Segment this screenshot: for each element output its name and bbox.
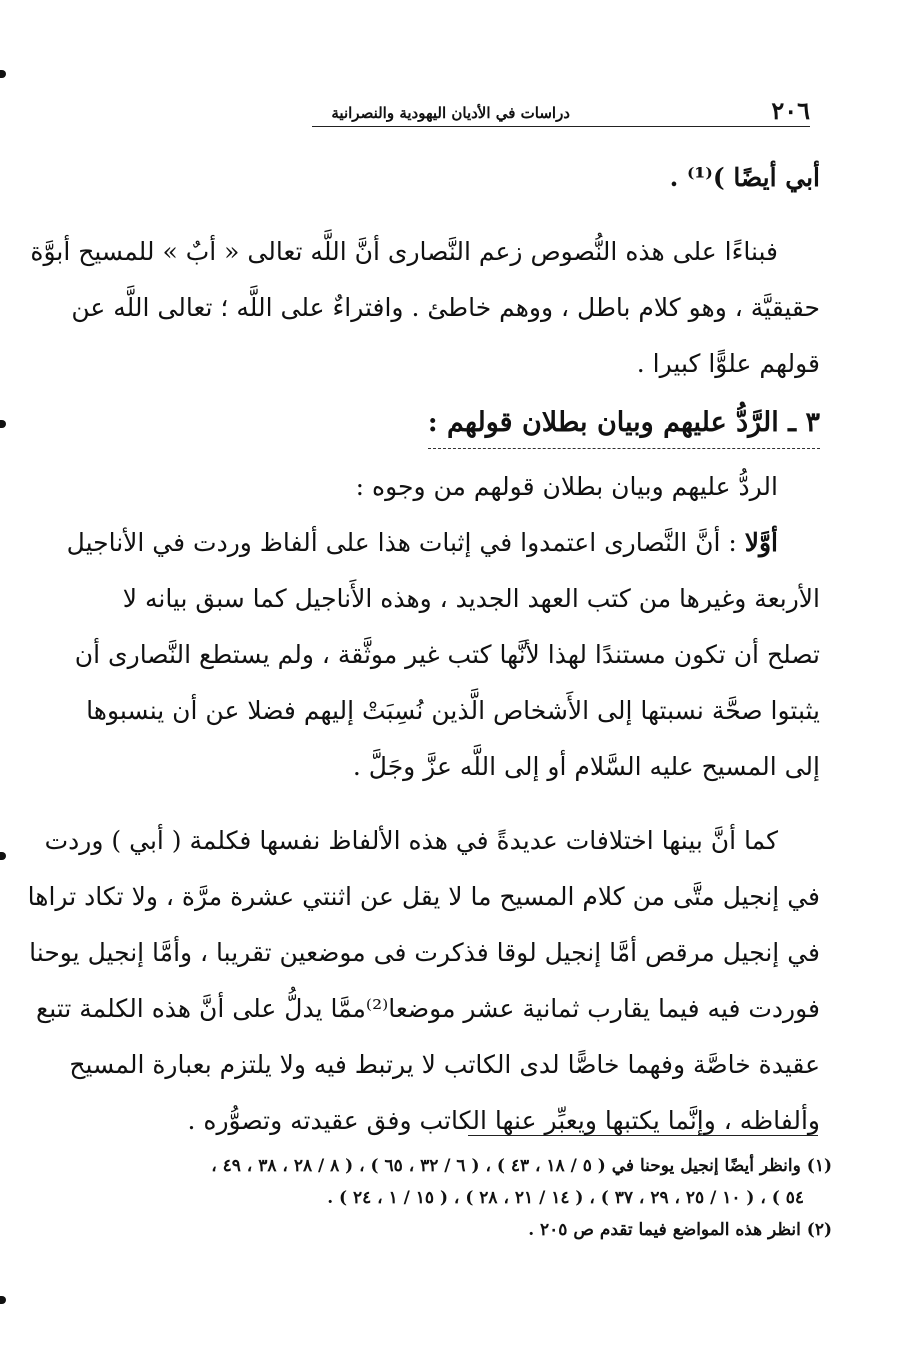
first-point-label: أوَّلا	[744, 528, 778, 557]
intro-line: الردُّ عليهم وبيان بطلان قولهم من وجوه :	[355, 472, 778, 501]
paragraph-line: إلى المسيح عليه السَّلام أو إلى اللَّه عزَّ وجَلَّ .	[352, 752, 820, 781]
scan-edge-mark	[0, 70, 6, 78]
scan-edge-mark	[0, 1296, 6, 1304]
header-rule	[312, 126, 810, 127]
paragraph-2	[66, 515, 820, 795]
paragraph-line	[66, 515, 820, 571]
paragraph-line: قولهم علوًّا كبيرا .	[636, 349, 820, 378]
paragraph-line: يثبتوا صحَّة نسبتها إلى الأَشخاص الَّذين نُسِبَتْ إليهم فضلا عن أن ينسبوها	[86, 696, 820, 725]
paragraph-line: فوردت فيه فيما يقارب ثمانية عشر موضعا⁽²⁾ممَّا يدلُّ على أنَّ هذه الكلمة تتبع	[35, 994, 820, 1023]
paragraph-line: حقيقيَّة ، وهو كلام باطل ، ووهم خاطئ . وافتراءٌ على اللَّه ؛ تعالى اللَّه عن	[71, 293, 820, 322]
footnote-1-continued: ٥٤ ) ، ( ١٠ / ٢٥ ، ٢٩ ، ٣٧ ) ، ( ١٤ / ٢١ ، ٢٨ ) ، ( ١٥ / ١ ، ٢٤ ) .	[327, 1188, 804, 1208]
continuation-line: أبي أيضًا )⁽¹⁾ .	[669, 163, 820, 192]
paragraph-line: كما أنَّ بينها اختلافات عديدةً في هذه الألفاظ نفسها فكلمة ( أبي ) وردت	[44, 826, 778, 855]
paragraph-line: تصلح أن تكون مستندًا لهذا لأنَّها كتب غير موثَّقة ، ولم يستطع النَّصارى أن	[74, 640, 820, 669]
paragraph-line: وألفاظه ، وإنَّما يكتبها ويعبِّر عنها الكاتب وفق عقيدته وتصوُّره .	[187, 1106, 820, 1135]
page-header	[310, 96, 810, 126]
running-title: دراسات في الأديان اليهودية والنصرانية	[331, 104, 570, 122]
footnote-rule	[468, 1135, 818, 1136]
paragraph-3	[27, 813, 820, 1149]
paragraph-line: الأربعة وغيرها من كتب العهد الجديد ، وهذه الأَناجيل كما سبق بيانه لا	[122, 584, 820, 613]
paragraph-1	[30, 224, 820, 392]
paragraph-line-text: : أنَّ النَّصارى اعتمدوا في إثبات هذا على ألفاظ وردت في الأناجيل	[66, 528, 745, 557]
paragraph-line: في إنجيل مرقص أمَّا إنجيل لوقا فذكرت فى موضعين تقريبا ، وأمَّا إنجيل يوحنا	[29, 938, 820, 967]
paragraph-line: فبناءًا على هذه النُّصوص زعم النَّصارى أنَّ اللَّه تعالى « أبٌ » للمسيح أبوَّة	[30, 237, 778, 266]
page-number: ٢٠٦	[771, 96, 810, 125]
scan-edge-mark	[0, 852, 6, 860]
body-text	[27, 150, 820, 1149]
scan-edge-mark	[0, 420, 6, 428]
section-heading: ٣ ـ الرَّدُّ عليهم وبيان بطلان قولهم :	[428, 400, 820, 449]
footnote-1: (١) وانظر أيضًا إنجيل يوحنا في ( ٥ / ١٨ ، ٤٣ ) ، ( ٦ / ٣٢ ، ٦٥ ) ، ( ٨ / ٢٨ ، ٣٨ ، ٤٩ ،	[211, 1156, 832, 1176]
footnote-2: (٢) انظر هذه المواضع فيما تقدم ص ٢٠٥ .	[528, 1220, 832, 1240]
paragraph-line: عقيدة خاصَّة وفهما خاصًّا لدى الكاتب لا يرتبط فيه ولا يلتزم بعبارة المسيح	[69, 1050, 820, 1079]
paragraph-line: في إنجيل متَّى من كلام المسيح ما لا يقل عن اثنتي عشرة مرَّة ، ولا تكاد تراها	[27, 882, 820, 911]
footnotes	[120, 1150, 832, 1246]
